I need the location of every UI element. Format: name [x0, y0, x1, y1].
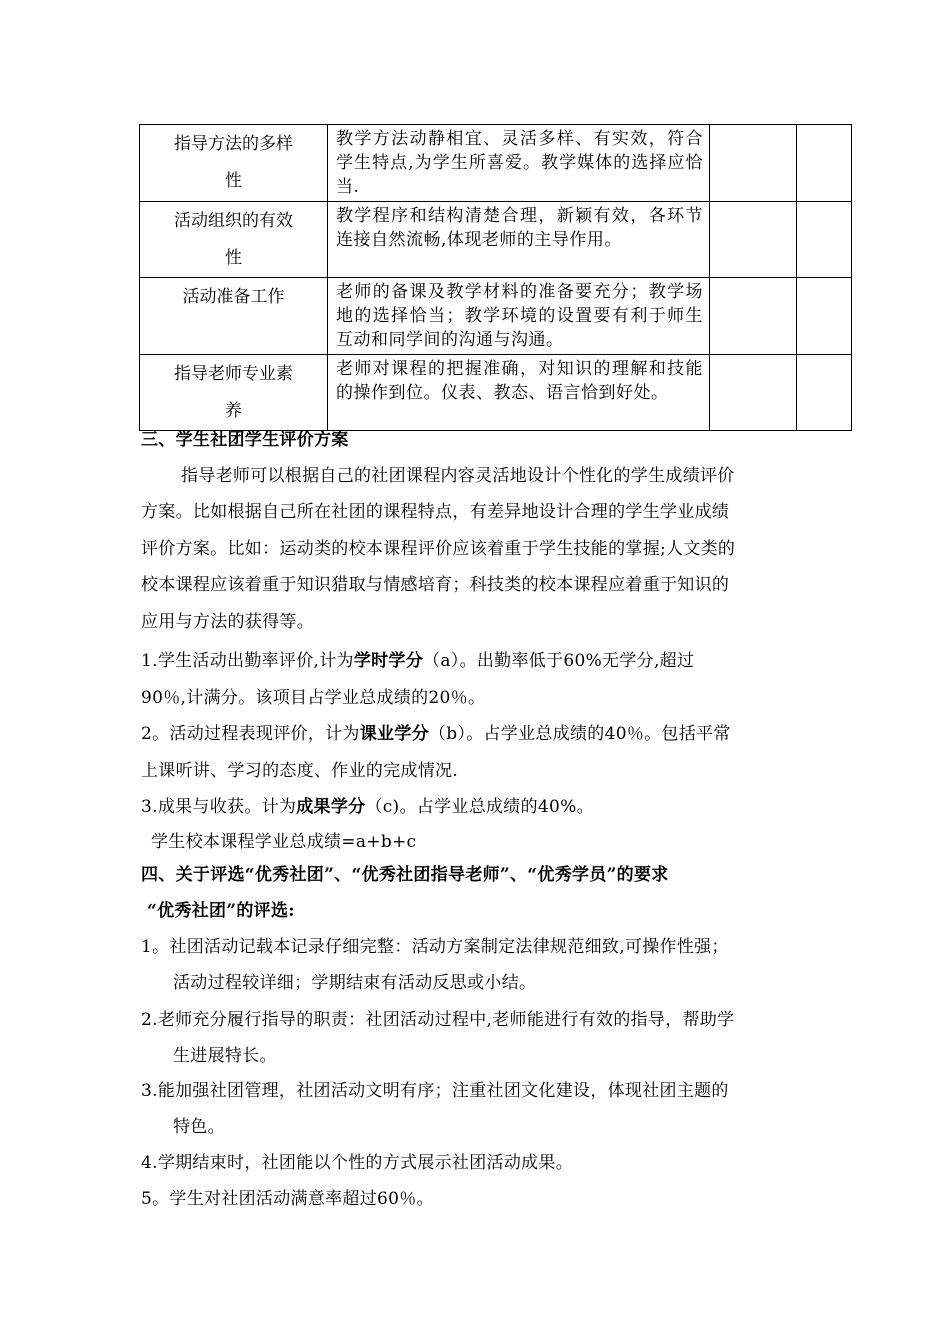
list-item: 5。学生对社团活动满意率超过60％。: [141, 1189, 434, 1209]
score-cell: [710, 278, 797, 355]
section4-subheading: “优秀社团”的评选:: [147, 901, 295, 921]
criterion-line: 性: [225, 171, 242, 191]
score-cell: [710, 125, 797, 202]
description-cell: 老师对课程的把握准确，对知识的理解和技能的操作到位。仪表、教态、语言恰到好处。: [328, 355, 710, 431]
list-item: [141, 792, 594, 817]
list-item: [141, 719, 731, 744]
item-text: 2。活动过程表现评价，计为: [141, 724, 360, 744]
list-item-continuation: 90％,计满分。该项目占学业总成绩的20％。: [141, 688, 486, 708]
list-item: 2.老师充分履行指导的职责：社团活动过程中,老师能进行有效的指导，帮助学: [141, 1010, 735, 1030]
formula-line: 学生校本课程学业总成绩=a+b+c: [151, 832, 417, 852]
score-cell: [797, 355, 852, 431]
paragraph-line: 方案。比如根据自己所在社团的课程特点，有差异地设计合理的学生学业成绩: [141, 502, 730, 522]
item-text: （c)。占学业总成绩的40%。: [365, 797, 594, 817]
score-cell: [797, 202, 852, 278]
score-cell: [797, 278, 852, 355]
criterion-line: 活动准备工作: [182, 287, 285, 307]
score-cell: [710, 202, 797, 278]
criterion-cell: [140, 355, 328, 431]
table-row: [140, 355, 852, 431]
description-cell: 老师的备课及教学材料的准备要充分；教学场地的选择恰当；教学环境的设置要有利于师生互动和同学间的沟通与沟通。: [328, 278, 710, 355]
table-row: [140, 125, 852, 202]
paragraph-line: 校本课程应该着重于知识猎取与情感培育；科技类的校本课程应着重于知识的: [141, 575, 730, 595]
item-text: （b）。占学业总成绩的40％。包括平常: [428, 724, 731, 744]
criterion-line: 指导老师专业素: [174, 364, 293, 384]
criterion-line: 性: [225, 248, 242, 268]
list-item-continuation: 上课听讲、学习的态度、作业的完成情况.: [141, 761, 459, 781]
criterion-line: 指导方法的多样: [174, 134, 293, 154]
item-bold-text: 学时学分: [353, 651, 424, 671]
table-row: [140, 202, 852, 278]
list-item: [141, 646, 694, 671]
paragraph-line: 应用与方法的获得等。: [141, 612, 314, 632]
list-item-continuation: 活动过程较详细；学期结束有活动反思或小结。: [173, 973, 537, 993]
item-bold-text: 成果学分: [296, 797, 366, 817]
section4-heading: 四、关于评选“优秀社团”、“优秀社团指导老师”、“优秀学员”的要求: [141, 865, 669, 885]
score-cell: [710, 355, 797, 431]
list-item: 1。社团活动记载本记录仔细完整：活动方案制定法律规范细致,可操作性强；: [141, 937, 729, 957]
criterion-line: 活动组织的有效: [174, 211, 293, 231]
list-item-continuation: 生进展特长。: [173, 1046, 277, 1066]
item-bold-text: 课业学分: [359, 724, 429, 744]
table-row: [140, 278, 852, 355]
section3-heading: 三、学生社团学生评价方案: [141, 430, 349, 450]
description-cell: 教学程序和结构清楚合理，新颖有效，各环节连接自然流畅,体现老师的主导作用。: [328, 202, 710, 278]
item-text: 3.成果与收获。计为: [141, 797, 297, 817]
list-item: 3.能加强社团管理，社团活动文明有序；注重社团文化建设，体现社团主题的: [141, 1081, 729, 1101]
criterion-line: 养: [225, 401, 242, 421]
evaluation-table: [139, 124, 852, 431]
description-cell: 教学方法动静相宜、灵活多样、有实效，符合学生特点,为学生所喜爱。教学媒体的选择应恰当.: [328, 125, 710, 202]
score-cell: [797, 125, 852, 202]
list-item: 4.学期结束时，社团能以个性的方式展示社团活动成果。: [141, 1153, 574, 1173]
paragraph-line: 评价方案。比如：运动类的校本课程评价应该着重于学生技能的掌握;人文类的: [141, 539, 736, 559]
item-text: （a）。出勤率低于60%无学分,超过: [423, 651, 695, 671]
criterion-cell: [140, 278, 328, 355]
paragraph-line: 指导老师可以根据自己的社团课程内容灵活地设计个性化的学生成绩评价: [181, 466, 735, 486]
criterion-cell: [140, 202, 328, 278]
list-item-continuation: 特色。: [173, 1117, 225, 1137]
criterion-cell: [140, 125, 328, 202]
item-text: 1.学生活动出勤率评价,计为: [141, 651, 354, 671]
